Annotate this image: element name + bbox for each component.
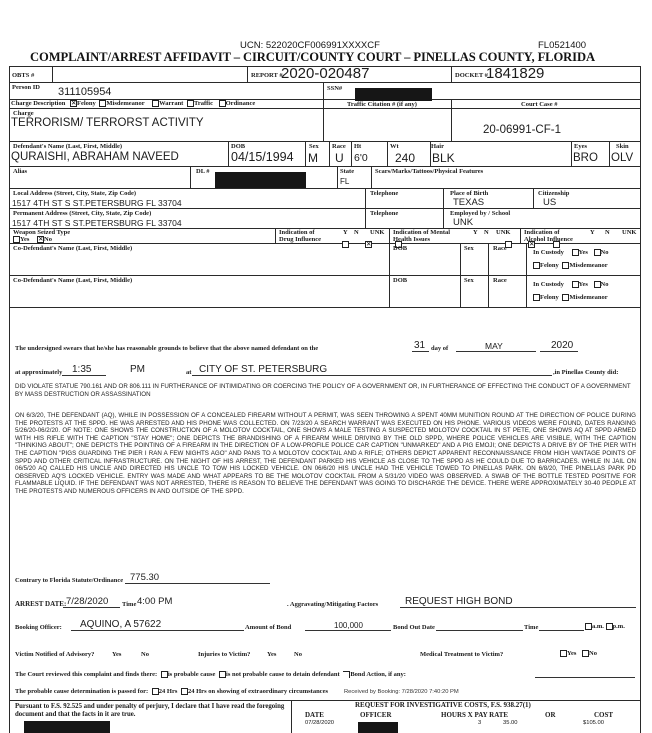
bond-time-label: Time xyxy=(524,624,539,631)
custody-no-label: No xyxy=(600,281,609,288)
am-label: a.m. xyxy=(592,623,604,630)
24hrs-extra-label: 24 Hrs on showing of extraordinary circumstances xyxy=(188,688,328,695)
alcohol-col-y: Y xyxy=(590,229,595,236)
checkbox-codef-felony[interactable] xyxy=(533,262,540,269)
court-case-label: Court Case # xyxy=(521,101,558,108)
charge-description-label: Charge Description xyxy=(11,100,66,107)
citizenship-value: US xyxy=(543,197,557,208)
mental-col-y: Y xyxy=(473,229,478,236)
person-id-label: Person ID xyxy=(12,84,40,91)
costs-row-date: 07/28/2020 xyxy=(305,720,335,726)
obts-label: OBTS # xyxy=(12,72,35,79)
codefendant-name-label: Co-Defendant's Name (Last, First, Middle) xyxy=(13,277,133,284)
narrative-text: ON 6/3/20, THE DEFENDANT (AQ), WHILE IN POSSESSION OF A CONCEALED FIREARM WITHOUT A PERMIT, WAS SEEN THROWING A SPENT 40MM MUNITION ROUND AT THE DIRECTION OF POLICE DURING THE PROTESTS AT THE SPPD. HE WAS ARRESTED AND HIS PHONE WAS COLLECTED. ON 7/23/20 A SEARCH WARRANT WAS EXECUTED ON HIS PHONE. VARIOUS VIDEOS WERE FOUND, DATES RANGING 5/26/20-06/2/20. OF NOTE: ONE SHOWS THE CONSTRUCTION OF A MOLOTOV COCKTAIL, ONE SHOWS A MALE TESTING A SUSPECTED MOLOTOV COCKTAIL IN ST PETE, ONE SHOWS AQ AT SPPD ARMED WITH HIS RIFLE WITH THE CAPTION "STAY HOME"; ONE DEPICTS THE BRANDISHING OF A FIREARM WHILE DRIVING BY THE OLD SPPD, WHERE POLICE VEHICLES ARE VISIBLE, WITH THE CAPTION "THINKING ABOUT"; ONE DEPICTS THE POINTING OF A FIREARM IN THE DIRECTION OF A LOW-PROFILE POLICE CAR CAPTION "UNMARKED" AND A PIG EMOJI; ONE DEPICTS A DRIVE BY OF THE PIER WITH THE CAPTION "PIGS GUARDING THE PIER I RAN A FEW NIGHTS AGO" AND PANS TO A MOLOTOV COCKTAIL AND A RIFLE; OTHERS DEPICT APPARENT RECONNAISSANCE FROM HIGH VANTAGE POINTS OF SPPD AND OTHER CRITICAL INFRASTRUCTURE. ON THE NIGHT OF HIS ARREST, THE DEFENDANT PARKED HIS VEHICLE AS CLOSE TO THE SPPD AS HE COULD DUE TO BARRICADES. WHILE IN JAIL ON 06/5/20 AQ CALLED HIS UNCLE AND DIRECTED HIS UNCLE TO TOW HIS LOCKED VEHICLE. ON 06/6/20 HIS UNCLE HAD THE VEHICLE TOWED TO PINELLAS PARK. ON 6/8/20, THE PINELLAS PARK PD OBSERVED AQ'S LOCKED VEHICLE. ENTRY WAS MADE AND WHAT APPEARS TO BE THE MOLOTOV COCKTAIL FROM A 5/31/20 VIDEO WAS OBSERVED. A SWAB OF THE BOTTLE TESTED POSITIVE FOR FLAMMABLE LIQUID. IF THE DEFENDANT WAS NOT ARRESTED, THERE IS REASON TO BELIEVE THE DEFENDANT WAS GOING TO DISCHARGE THE DEVICE. THERE WERE APPROXIMATELY 30-40 PEOPLE AT THE PROTESTS AND NUMEROUS OFFICERS IN AND OUTSIDE OF THE SPPD. xyxy=(15,412,636,495)
codefendant-dob-label: DOB xyxy=(393,277,408,284)
checkbox-pm[interactable] xyxy=(606,623,613,630)
arrest-date-value: 7/28/2020 xyxy=(66,596,109,607)
codefendant-charge-type xyxy=(533,262,608,269)
costs-col-date: DATE xyxy=(305,711,324,719)
at-label: at xyxy=(186,369,192,376)
sworn-year: 2020 xyxy=(551,340,574,351)
checkbox-am[interactable] xyxy=(585,623,592,630)
checkbox-bond-action[interactable] xyxy=(343,671,350,678)
local-address-value: 1517 4TH ST S ST.PETERSBURG FL 33704 xyxy=(12,198,182,208)
custody-no-label: No xyxy=(600,249,609,256)
booking-officer-label: Booking Officer: xyxy=(15,624,62,631)
alcohol-col-n: N xyxy=(605,229,610,236)
pm-label: p.m. xyxy=(612,623,625,630)
alcohol-influence-label-1: Indication of xyxy=(524,229,560,236)
drug-col-unk: UNK xyxy=(370,229,385,236)
charge-label: Charge xyxy=(13,110,34,117)
codef-misdemeanor-label: Misdemeanor xyxy=(569,294,608,301)
skin-label: Skin xyxy=(616,143,629,150)
checkbox-medical-yes[interactable] xyxy=(560,650,567,657)
arrest-time-label: Time xyxy=(122,601,137,608)
hair-value: BLK xyxy=(432,151,455,165)
probable-cause-label: is probable cause xyxy=(167,671,216,678)
weapon-yes-label: Yes xyxy=(20,236,30,243)
checkbox-felony[interactable] xyxy=(70,100,77,107)
checkbox-medical-no[interactable] xyxy=(582,650,589,657)
codefendant-custody xyxy=(533,281,608,288)
court-review xyxy=(15,671,406,678)
in-custody-label: In Custody xyxy=(533,281,564,288)
statute-label: Contrary to Florida Statute/Ordinance xyxy=(15,577,124,584)
defendant-name: QURAISHI, ABRAHAM NAVEED xyxy=(11,151,179,163)
checkbox-custody-yes[interactable] xyxy=(572,249,579,256)
form-code: FL0521400 xyxy=(538,40,587,51)
statute-value: 775.30 xyxy=(130,572,160,583)
hair-label: Hair xyxy=(431,143,444,150)
weight-value: 240 xyxy=(395,151,416,165)
sworn-location: CITY OF ST. PETERSBURG xyxy=(199,364,328,375)
alcohol-influence-label-2: Alcohol Influence xyxy=(524,236,573,243)
sworn-time: 1:35 xyxy=(72,364,92,375)
state-label: State xyxy=(340,168,355,175)
medical-treatment-label: Medical Treatment to Victim? xyxy=(420,651,504,658)
drug-influence-label-2: Drug Influence xyxy=(279,236,322,243)
warrant-label: Warrant xyxy=(159,100,184,107)
redacted-dl-number xyxy=(215,172,306,188)
employed-value: UNK xyxy=(453,217,474,228)
charge-value: TERRORISM/ TERRORST ACTIVITY xyxy=(11,117,204,129)
mental-col-n: N xyxy=(484,229,489,236)
costs-row-rate: 35.00 xyxy=(503,720,518,726)
codefendant-sex-label: Sex xyxy=(464,277,474,284)
place-of-birth-label: Place of Birth xyxy=(450,190,489,197)
redacted-officer xyxy=(358,722,398,733)
sworn-intro: The undersigned swears that he/she has reasonable grounds to believe that the above named defendant on the xyxy=(15,345,319,352)
costs-col-cost: COST xyxy=(594,711,614,719)
factors-value: REQUEST HIGH BOND xyxy=(405,596,513,607)
passed-label: The probable cause determination is passed for: xyxy=(15,688,149,695)
checkbox-codef-misdemeanor[interactable] xyxy=(562,262,569,269)
factors-label: . Aggravating/Mitigating Factors xyxy=(287,601,379,608)
eyes-value: BRO xyxy=(573,152,598,164)
citizenship-label: Citizenship xyxy=(538,190,570,197)
court-case-number: 20-06991-CF-1 xyxy=(483,124,561,136)
costs-col-or: OR xyxy=(545,711,556,719)
height-label: Ht xyxy=(354,143,362,150)
traffic-label: Traffic xyxy=(193,100,213,107)
custody-yes-label: Yes xyxy=(578,281,588,288)
state-value: FL xyxy=(340,177,350,186)
checkbox-weapon-no[interactable] xyxy=(37,236,44,243)
bond-amount-label: Amount of Bond xyxy=(245,624,292,631)
codef-misdemeanor-label: Misdemeanor xyxy=(569,262,608,269)
checkbox-custody-no[interactable] xyxy=(594,249,601,256)
drug-col-y: Y xyxy=(343,229,348,236)
24hrs-label: 24 Hrs xyxy=(158,688,178,695)
checkbox-misdemeanor[interactable] xyxy=(99,100,106,107)
scars-label: Scars/Marks/Tattoos/Physical Features xyxy=(375,168,484,175)
codef-felony-label: Felony xyxy=(540,294,559,301)
bond-amount-value: 100,000 xyxy=(334,621,363,630)
dob-value: 04/15/1994 xyxy=(231,150,294,164)
permanent-address-value: 1517 4TH ST S ST.PETERSBURG FL 33704 xyxy=(12,218,182,228)
custody-yes-label: Yes xyxy=(578,249,588,256)
misdemeanor-label: Misdemeanor xyxy=(106,100,145,107)
injuries-label: Injuries to Victim? xyxy=(198,651,251,658)
checkbox-warrant[interactable] xyxy=(152,100,159,107)
victim-notified-label: Victim Notified of Advisory? xyxy=(15,651,95,658)
felony-label: Felony xyxy=(76,100,96,107)
victim-notified-no[interactable]: No xyxy=(141,651,149,658)
checkbox-custody-yes[interactable] xyxy=(572,281,579,288)
dl-label: DL # xyxy=(196,168,210,175)
bond-action-label: Bond Action, if any: xyxy=(350,671,406,678)
sex-value: M xyxy=(308,151,318,165)
alcohol-col-unk: UNK xyxy=(622,229,637,236)
drug-col-n: N xyxy=(354,229,359,236)
arrest-time-value: 4:00 PM xyxy=(137,596,173,607)
medical-yes-label: Yes xyxy=(567,650,577,657)
costs-col-hours-rate: HOURS X PAY RATE xyxy=(441,711,509,719)
codefendant-dob-label: DOB xyxy=(393,245,408,252)
mental-col-unk: UNK xyxy=(496,229,511,236)
report-number: 2020-020487 xyxy=(281,65,370,82)
checkbox-drug-n[interactable] xyxy=(365,241,372,248)
ssn-label: SSN# xyxy=(327,85,343,92)
defendant-name-label: Defendant's Name (Last, First, Middle) xyxy=(13,143,123,150)
codefendant-charge-type xyxy=(533,294,608,301)
sworn-month: MAY xyxy=(485,341,503,351)
telephone-label: Telephone xyxy=(370,190,399,197)
race-label: Race xyxy=(332,143,346,150)
alias-label: Alias xyxy=(13,168,28,175)
day-of-label: day of xyxy=(431,345,449,352)
costs-row-hours: 3 xyxy=(478,720,482,726)
employed-label: Employed by / School xyxy=(450,210,511,217)
codefendant-custody xyxy=(533,249,608,256)
bond-out-date-label: Bond Out Date xyxy=(393,624,435,631)
dob-label: DOB xyxy=(231,143,246,150)
weapon-no-label: No xyxy=(44,236,52,243)
docket-label: DOCKET # xyxy=(455,72,488,79)
arrest-date-label: ARREST DATE: xyxy=(15,600,67,608)
codefendant-name-label: Co-Defendant's Name (Last, First, Middle) xyxy=(13,245,133,252)
checkbox-24hrs-extra[interactable] xyxy=(181,688,188,695)
in-custody-label: In Custody xyxy=(533,249,564,256)
checkbox-custody-no[interactable] xyxy=(594,281,601,288)
permanent-address-label: Permanent Address (Street, City, State, Zip Code) xyxy=(13,210,152,217)
codef-felony-label: Felony xyxy=(540,262,559,269)
costs-row-cost: $105.00 xyxy=(583,720,604,726)
costs-title: REQUEST FOR INVESTIGATIVE COSTS, F.S. 938.27(1) xyxy=(355,701,531,709)
booking-officer-value: AQUINO, A 57622 xyxy=(80,619,162,630)
codefendant-race-label: Race xyxy=(493,245,507,252)
checkbox-probable-cause[interactable] xyxy=(161,671,168,678)
medical-options xyxy=(560,650,597,657)
weight-label: Wt xyxy=(390,143,399,150)
medical-no-label: No xyxy=(589,650,597,657)
probable-cause-passed xyxy=(15,688,328,695)
am-pm-options xyxy=(585,623,625,630)
costs-col-officer: OFFICER xyxy=(360,711,392,719)
weapon-seized-options xyxy=(13,236,52,243)
telephone-label-2: Telephone xyxy=(370,210,399,217)
race-value: U xyxy=(335,151,344,165)
traffic-citation-label: Traffic Citation # (if any) xyxy=(347,101,417,108)
received-by-booking: Received by Booking: 7/28/2020 7:40:20 PM xyxy=(344,689,459,695)
county-label: ,in Pinellas County did: xyxy=(553,369,619,376)
checkbox-weapon-yes[interactable] xyxy=(13,236,20,243)
mental-health-label-2: Health Issues xyxy=(393,236,431,243)
redacted-signature xyxy=(24,721,110,733)
page-title: COMPLAINT/ARREST AFFIDAVIT – CIRCUIT/COUNTY COURT – PINELLAS COUNTY, FLORIDA xyxy=(30,50,595,64)
checkbox-drug-y[interactable] xyxy=(342,241,349,248)
checkbox-not-probable-cause[interactable] xyxy=(219,671,226,678)
court-review-label: The Court reviewed this complaint and finds there: xyxy=(15,671,158,678)
checkbox-traffic[interactable] xyxy=(187,100,194,107)
place-of-birth-value: TEXAS xyxy=(453,197,485,208)
eyes-label: Eyes xyxy=(574,143,587,150)
redacted-ssn xyxy=(355,88,432,101)
docket-number: 1841829 xyxy=(486,65,545,82)
charge-description xyxy=(11,100,255,107)
sex-label: Sex xyxy=(309,143,319,150)
weapon-seized-label: Weapon Seized Type xyxy=(13,229,71,236)
ordinance-label: Ordinance xyxy=(225,100,256,107)
checkbox-codef-misdemeanor[interactable] xyxy=(562,294,569,301)
codefendant-race-label: Race xyxy=(493,277,507,284)
injuries-no[interactable]: No xyxy=(294,651,302,658)
ucn-number: UCN: 522020CF006991XXXXCF xyxy=(240,40,380,51)
mental-health-label-1: Indication of Mental xyxy=(393,229,451,236)
person-id-value: 311105954 xyxy=(58,86,112,98)
checkbox-ordinance[interactable] xyxy=(219,100,226,107)
injuries-yes[interactable]: Yes xyxy=(267,651,277,658)
violation-statement: DID VIOLATE STATUE 790.161 AND OR 806.111 IN FURTHERANCE OF INTIMIDATING OR COERCING THE POLICY OF A GOVERNMENT OR, IN FURTHERANCE OF EFFECTING THE CONDUCT OF A GOVERNMENT BY MASS DESTRUCTION OR ASSASSINATION xyxy=(15,383,631,398)
report-label: REPORT # xyxy=(251,72,283,79)
codefendant-sex-label: Sex xyxy=(464,245,474,252)
drug-influence-label-1: Indication of xyxy=(279,229,315,236)
checkbox-codef-felony[interactable] xyxy=(533,294,540,301)
approximately-label: at approximately xyxy=(15,369,63,376)
checkbox-24hrs[interactable] xyxy=(152,688,159,695)
victim-notified-yes[interactable]: Yes xyxy=(112,651,122,658)
not-probable-cause-label: is not probable cause to detain defendant xyxy=(226,671,340,678)
sworn-ampm: PM xyxy=(130,364,145,375)
height-value: 6'0 xyxy=(354,152,368,164)
sworn-day: 31 xyxy=(414,340,426,351)
skin-value: OLV xyxy=(611,152,634,164)
perjury-declaration: Pursuant to F.S. 92.525 and under penalty of perjury, I declare that I have read the foregoing document and that the facts in it are true. xyxy=(15,703,285,718)
local-address-label: Local Address (Street, City, State, Zip Code) xyxy=(13,190,137,197)
